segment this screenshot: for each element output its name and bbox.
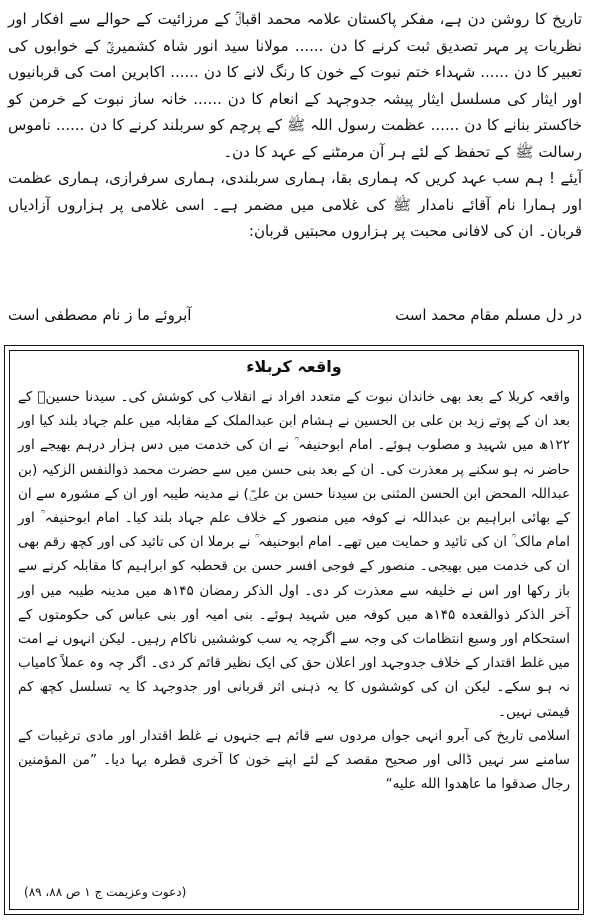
couplet-second-line: آبروئے ما ز نام مصطفی است — [8, 306, 192, 324]
box-body — [18, 385, 570, 796]
persian-couplet — [8, 306, 582, 334]
box-paragraph: اسلامی تاریخ کی آبرو انہی جواں مردوں سے قائم ہے جنہوں نے غلط اقتدار اور مادی ترغیبات کے سامنے سر نہیں ڈالی اور صحیح مقصد کے لئے اپنے خون کا آخری قطرہ بہا دیا۔ ”من المؤمنین رجال صدقوا ما عاهدوا الله علیه“ — [18, 727, 570, 793]
box-title: واقعہ کربلاء — [246, 357, 342, 376]
intro-paragraph: تاریخ کا روشن دن ہے، مفکر پاکستان علامہ محمد اقبالؒ کے مرزائیت کے حوالے سے افکار اور نظریات پر مہر تصدیق ثبت کرنے کا دن ...... مولانا سید انور شاہ کشمیریؒ کے خوابوں کی تعبیر کا دن ...... شہداء ختم نبوت کے خون کا رنگ لانے کا دن ...... اکابرین امت کی قربانیوں اور ایثار کی مسلسل ایثار پیشہ جدوجہد کے انعام کا دن ...... خانہ ساز نبوت کے خرمن کو خاکستر بنانے کا دن ...... عظمت رسول اللہ ﷺ کے پرچم کو سربلند کرنے کا دن ...... ناموس رسالت ﷺ کے تحفظ کے لئے ہر آن مرمٹنے کے عہد کا دن۔ — [8, 10, 582, 161]
karbala-box — [4, 345, 584, 915]
intro-paragraph: آیئے ! ہم سب عہد کریں کہ ہماری بقا، ہماری سربلندی، ہماری سرفرازی، ہماری عظمت اور ہمارا نام آقائے نامدار ﷺ کی غلامی میں مضمر ہے۔ اسی غلامی پر ہزاروں آزادیاں قربان۔ ان کی لافانی محبت پر ہزاروں محبتیں قربان: — [8, 169, 582, 240]
box-inner-border — [9, 350, 579, 910]
box-paragraph: واقعہ کربلا کے بعد بھی خاندان نبوت کے متعدد افراد نے انقلاب کی کوشش کی۔ سیدنا حسینؓ کے بعد ان کے پوتے زید بن علی بن الحسین نے ہشام ابن عبدالملک کے مقابلہ میں علم جہاد بلند کیا اور ۱۲۲ھ میں شہید و مصلوب ہوئے۔ امام ابوحنیفہ ؒ نے ان کی خدمت میں دس ہزار درہم بھیجے اور حاضر نہ ہو سکنے پر معذرت کی۔ ان کے بعد بنی حسن میں سے حضرت محمد ذوالنفس الزکیہ (بن عبداللہ المحض ابن الحسن المثنی بن سیدنا حسن بن علیؓ) نے مدینہ طیبہ اور ان کے مشورہ سے ان کے بھائی ابراہیم بن عبداللہ نے کوفہ میں منصور کے خلاف علم جہاد بلند کیا۔ امام ابوحنیفہ ؒ اور امام مالک ؒ ان کی تائید و حمایت میں تھے۔ امام ابوحنیفہ ؒ نے برملا ان کی تائید کی اور کچھ رقم بھی ان کی خدمت میں بھیجی۔ منصور کے فوجی افسر حسن بن قحطبہ کو ابراہیم کا مقابلہ کرنے سے باز رکھا اور اس نے خلیفہ سے معذرت کر دی۔ اول الذکر رمضان ۱۴۵ھ میں مدینہ طیبہ میں اور آخر الذکر ذوالقعدہ ۱۴۵ھ میں کوفہ میں شہید ہوئے۔ بنی امیہ اور بنی عباس کی حکومتوں کے استحکام اور وسیع انتظامات کی وجہ سے اگرچہ یہ سب کوششیں ناکام رہیں۔ لیکن انہوں نے امت میں غلط اقتدار کے خلاف جدوجہد اور اعلان حق کی ایک نظیر قائم کر دی۔ اگر چہ وہ عملاً کامیاب نہ ہو سکے۔ لیکن ان کی کوششوں کا یہ ذہنی اثر قربانی اور جدوجہد کا یہ تسلسل کچھ کم قیمتی نہیں۔ — [18, 389, 570, 720]
intro-section — [8, 6, 582, 245]
couplet-first-line: در دل مسلم مقام محمد است — [395, 306, 582, 324]
source-reference: (دعوت وعزیمت ج ۱ ص ۸۸، ۸۹) — [24, 885, 187, 899]
